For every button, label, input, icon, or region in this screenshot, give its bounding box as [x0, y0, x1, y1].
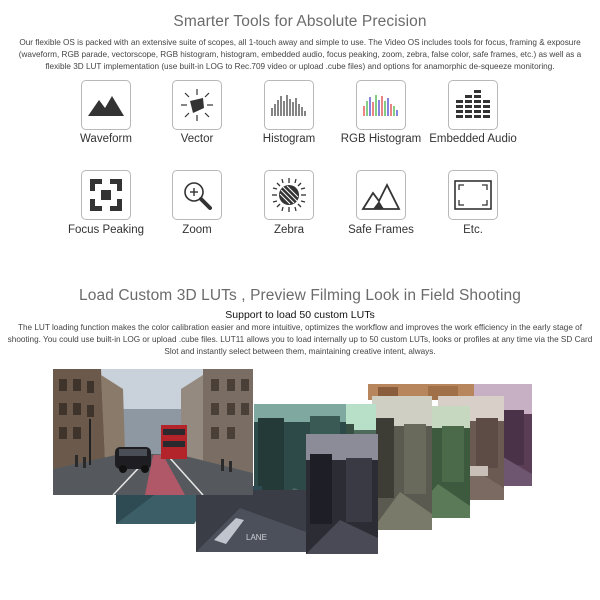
lut-preview-photo-main: [53, 369, 253, 495]
vectorscope-icon: [179, 87, 215, 123]
rgb-histogram-tile: [356, 80, 406, 130]
focus-peaking-icon: [88, 177, 124, 213]
waveform-icon: [86, 92, 126, 118]
embedded-audio-tile: [448, 80, 498, 130]
tools-description: Our flexible OS is packed with an extensive suite of scopes, all 1-touch away and simple to use. The Video OS includes tools for focus, framing & exposure (waveform, RGB parade, vectorscope, RGB histogram, histogram, embedded audio, focus peaking, zoom, zebra, false color, safe frames, etc.) as well as a flexible 3D LUT implementation (use built-in LOG to Rec.709 video or upload .cube files) and options for anamorphic de-squeeze monitoring.: [18, 38, 582, 72]
tool-label-waveform: Waveform: [80, 133, 132, 145]
lut-preview-photo-slate: [196, 490, 306, 552]
lut-preview-photo-muted: [372, 396, 432, 530]
tool-label-zoom: Zoom: [182, 224, 212, 236]
waveform-tile: [81, 80, 131, 130]
safe-frames-icon: [361, 179, 401, 211]
svg-text:LANE: LANE: [246, 533, 267, 542]
etc-tile: [448, 170, 498, 220]
tool-label-zebra: Zebra: [273, 224, 305, 236]
audio-meter-icon: [453, 88, 493, 122]
lut-subtitle: Support to load 50 custom LUTs: [225, 309, 375, 321]
tool-label-etc: Etc.: [463, 224, 483, 236]
rgb-histogram-icon: [361, 92, 401, 118]
etc-frame-icon: [453, 179, 493, 211]
zebra-tile: [264, 170, 314, 220]
lut-description: The LUT loading function makes the color calibration easier and more intuitive, optimizes the workflow and improves the work efficiency in the early stage of shooting. You could use built-in LOG or upload .cube files. LUT11 allows you to load internally up to 50 custom LUTs, looks or profiles at any time via the SD Card Slot and instantly select between them, maintaining creative intent, always.: [7, 323, 593, 357]
tool-label-rgb-histogram: RGB Histogram: [340, 133, 422, 145]
lut-section-title: Load Custom 3D LUTs , Preview Filming Look in Field Shooting: [79, 287, 521, 304]
zoom-icon: [179, 177, 215, 213]
focus-peaking-tile: [81, 170, 131, 220]
zoom-tile: [172, 170, 222, 220]
histogram-icon: [269, 92, 309, 118]
zebra-icon: [270, 176, 308, 214]
tool-label-embedded-audio: Embedded Audio: [429, 133, 517, 145]
tool-label-safe-frames: Safe Frames: [348, 224, 414, 236]
safe-frames-tile: [356, 170, 406, 220]
histogram-tile: [264, 80, 314, 130]
lut-preview-photo-dark: [306, 434, 378, 554]
vector-tile: [172, 80, 222, 130]
tools-section-title: Smarter Tools for Absolute Precision: [173, 13, 427, 30]
tool-label-histogram: Histogram: [262, 133, 316, 145]
tool-label-vector: Vector: [180, 133, 214, 145]
tool-label-focus-peaking: Focus Peaking: [67, 224, 145, 236]
